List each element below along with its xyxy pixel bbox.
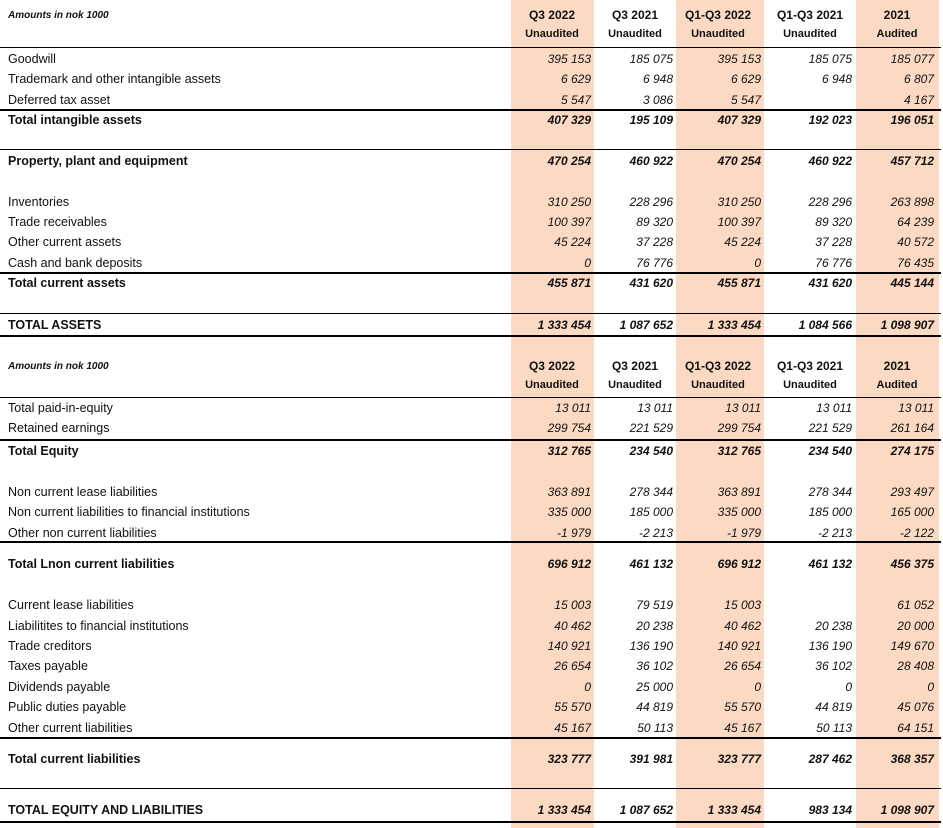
row-label: Total current liabilities xyxy=(8,752,141,766)
row-value: 13 011 xyxy=(637,401,673,415)
row-value: 455 871 xyxy=(547,276,591,290)
row-value: 40 462 xyxy=(554,619,591,633)
row-value: 20 238 xyxy=(815,619,852,633)
row-value: 310 250 xyxy=(547,195,591,209)
row-value: 5 547 xyxy=(730,93,761,107)
total-row xyxy=(0,110,943,130)
row-value: 76 435 xyxy=(897,256,934,270)
row-label: Dividends payable xyxy=(8,680,111,694)
row-value: 1 098 907 xyxy=(880,803,934,817)
column-period: Q3 2022 xyxy=(528,8,576,22)
table-row xyxy=(0,398,943,418)
table-row xyxy=(0,595,943,615)
row-value: 37 228 xyxy=(636,235,673,249)
rule-line xyxy=(0,541,941,543)
row-value: 299 754 xyxy=(547,421,591,435)
rule-line xyxy=(0,788,941,789)
row-value: 6 948 xyxy=(642,72,673,86)
table-row xyxy=(0,232,943,252)
rule-line xyxy=(0,272,941,274)
row-value: 293 497 xyxy=(890,485,934,499)
row-value: 20 238 xyxy=(636,619,673,633)
row-value: 89 320 xyxy=(815,215,852,229)
column-status: Unaudited xyxy=(783,28,837,40)
column-status: Unaudited xyxy=(783,379,837,391)
row-value: 36 102 xyxy=(636,659,673,673)
row-label: Total Equity xyxy=(8,444,79,458)
row-value: 323 777 xyxy=(717,752,761,766)
row-value: 192 023 xyxy=(808,113,852,127)
row-label: Non current liabilities to financial institutions xyxy=(8,505,250,519)
row-label: Public duties payable xyxy=(8,700,127,714)
row-value: 287 462 xyxy=(808,752,852,766)
row-value: 50 113 xyxy=(637,721,673,735)
row-value: 1 333 454 xyxy=(707,318,761,332)
row-value: 20 000 xyxy=(897,619,934,633)
rule-line xyxy=(0,149,941,150)
row-value: 165 000 xyxy=(890,505,934,519)
row-value: 4 167 xyxy=(903,93,934,107)
row-value: 28 408 xyxy=(897,659,934,673)
row-value: 6 629 xyxy=(560,72,591,86)
row-value: 0 xyxy=(754,256,761,270)
row-value: 13 011 xyxy=(898,401,934,415)
row-value: 55 570 xyxy=(554,700,591,714)
row-value: 6 807 xyxy=(903,72,934,86)
total-row xyxy=(0,800,943,820)
row-label: Non current lease liabilities xyxy=(8,485,158,499)
total-row xyxy=(0,441,943,461)
row-value: 1 333 454 xyxy=(537,318,591,332)
row-value: 6 629 xyxy=(730,72,761,86)
row-label: Liabilitites to financial institutions xyxy=(8,619,189,633)
row-value: -1 979 xyxy=(726,526,761,540)
row-value: 1 098 907 xyxy=(880,318,934,332)
row-label: Trademark and other intangible assets xyxy=(8,72,221,86)
row-value: 431 620 xyxy=(808,276,852,290)
column-period: Q1-Q3 2022 xyxy=(684,359,752,373)
row-label: Total intangible assets xyxy=(8,113,142,127)
table-row xyxy=(0,482,943,502)
row-value: 228 296 xyxy=(629,195,673,209)
row-value: 79 519 xyxy=(636,598,673,612)
row-value: 0 xyxy=(927,680,934,694)
column-status: Unaudited xyxy=(691,379,745,391)
row-value: 310 250 xyxy=(717,195,761,209)
rule-line xyxy=(0,47,941,48)
row-value: 44 819 xyxy=(815,700,852,714)
row-value: 263 898 xyxy=(890,195,934,209)
row-value: 407 329 xyxy=(547,113,591,127)
row-value: 45 167 xyxy=(554,721,591,735)
row-value: 185 075 xyxy=(808,52,852,66)
column-period: Q1-Q3 2021 xyxy=(776,359,844,373)
table-row xyxy=(0,718,943,738)
row-value: 45 224 xyxy=(554,235,591,249)
row-value: 696 912 xyxy=(547,557,591,571)
row-value: 64 151 xyxy=(897,721,934,735)
row-value: 100 397 xyxy=(717,215,761,229)
row-value: 45 167 xyxy=(724,721,761,735)
column-status: Audited xyxy=(876,379,918,391)
total-row xyxy=(0,554,943,574)
row-value: 40 572 xyxy=(897,235,934,249)
row-label: Total paid-in-equity xyxy=(8,401,113,415)
row-label: Other current liabilities xyxy=(8,721,133,735)
column-period: Q1-Q3 2021 xyxy=(776,8,844,22)
column-period: 2021 xyxy=(883,359,911,373)
column-status: Unaudited xyxy=(525,28,579,40)
row-value: 185 000 xyxy=(808,505,852,519)
row-value: 15 003 xyxy=(724,598,761,612)
row-label: Inventories xyxy=(8,195,70,209)
unit-label: Amounts in nok 1000 xyxy=(8,10,109,21)
row-value: 1 333 454 xyxy=(537,803,591,817)
row-value: 391 981 xyxy=(629,752,673,766)
row-value: 45 076 xyxy=(897,700,934,714)
row-value: 368 357 xyxy=(890,752,934,766)
row-label: Deferred tax asset xyxy=(8,93,111,107)
row-value: 395 153 xyxy=(717,52,761,66)
row-value: 470 254 xyxy=(717,154,761,168)
row-label: TOTAL EQUITY AND LIABILITIES xyxy=(8,803,204,817)
row-value: 234 540 xyxy=(808,444,852,458)
row-value: 55 570 xyxy=(724,700,761,714)
row-value: 61 052 xyxy=(897,598,934,612)
row-value: 470 254 xyxy=(547,154,591,168)
row-value: 395 153 xyxy=(547,52,591,66)
row-value: 3 086 xyxy=(642,93,673,107)
column-period: Q1-Q3 2022 xyxy=(684,8,752,22)
column-period: Q3 2021 xyxy=(611,359,659,373)
row-value: 335 000 xyxy=(717,505,761,519)
row-value: 0 xyxy=(584,256,591,270)
row-value: 445 144 xyxy=(890,276,934,290)
row-value: 0 xyxy=(584,680,591,694)
table-row xyxy=(0,90,943,110)
row-value: 26 654 xyxy=(554,659,591,673)
table-row xyxy=(0,418,943,438)
row-value: -1 979 xyxy=(556,526,591,540)
row-value: 89 320 xyxy=(636,215,673,229)
row-value: -2 213 xyxy=(638,526,673,540)
table-row xyxy=(0,212,943,232)
row-label: Goodwill xyxy=(8,52,56,66)
rule-line xyxy=(0,313,941,314)
row-value: 312 765 xyxy=(547,444,591,458)
row-value: 36 102 xyxy=(815,659,852,673)
row-value: 461 132 xyxy=(629,557,673,571)
row-value: 149 670 xyxy=(890,639,934,653)
row-value: 228 296 xyxy=(808,195,852,209)
row-value: 6 948 xyxy=(821,72,852,86)
row-value: -2 213 xyxy=(817,526,852,540)
column-status: Unaudited xyxy=(608,379,662,391)
row-value: 44 819 xyxy=(636,700,673,714)
row-value: 299 754 xyxy=(717,421,761,435)
total-row xyxy=(0,749,943,769)
row-value: 1 333 454 xyxy=(707,803,761,817)
column-status: Unaudited xyxy=(691,28,745,40)
row-value: 13 011 xyxy=(725,401,761,415)
row-label: Other non current liabilities xyxy=(8,526,157,540)
row-label: Trade creditors xyxy=(8,639,92,653)
rule-line xyxy=(0,821,941,823)
rule-line xyxy=(0,439,941,441)
total-row xyxy=(0,273,943,293)
row-value: 363 891 xyxy=(717,485,761,499)
row-value: 13 011 xyxy=(555,401,591,415)
table-row xyxy=(0,677,943,697)
row-value: 274 175 xyxy=(890,444,934,458)
row-value: 696 912 xyxy=(717,557,761,571)
row-value: 221 529 xyxy=(808,421,852,435)
row-value: 40 462 xyxy=(724,619,761,633)
row-value: 234 540 xyxy=(629,444,673,458)
rule-line xyxy=(0,335,941,337)
row-label: Total Lnon current liabilities xyxy=(8,557,175,571)
row-label: Total current assets xyxy=(8,276,126,290)
row-value: 323 777 xyxy=(547,752,591,766)
row-value: 76 776 xyxy=(636,256,673,270)
row-value: 140 921 xyxy=(717,639,761,653)
row-value: -2 122 xyxy=(899,526,934,540)
total-row xyxy=(0,151,943,171)
row-value: 64 239 xyxy=(897,215,934,229)
row-label: Other current assets xyxy=(8,235,122,249)
row-value: 278 344 xyxy=(629,485,673,499)
row-label: Taxes payable xyxy=(8,659,88,673)
row-value: 5 547 xyxy=(560,93,591,107)
row-value: 76 776 xyxy=(815,256,852,270)
unit-label: Amounts in nok 1000 xyxy=(8,361,109,372)
column-status: Unaudited xyxy=(525,379,579,391)
row-value: 261 164 xyxy=(890,421,934,435)
table-row xyxy=(0,192,943,212)
row-value: 363 891 xyxy=(547,485,591,499)
row-value: 1 087 652 xyxy=(619,318,673,332)
row-value: 185 000 xyxy=(629,505,673,519)
row-value: 0 xyxy=(845,680,852,694)
row-value: 25 000 xyxy=(636,680,673,694)
row-value: 455 871 xyxy=(717,276,761,290)
row-label: Cash and bank deposits xyxy=(8,256,143,270)
table-row xyxy=(0,523,943,543)
rule-line xyxy=(0,737,941,739)
table-row xyxy=(0,616,943,636)
table-row xyxy=(0,253,943,273)
row-value: 460 922 xyxy=(629,154,673,168)
row-value: 136 190 xyxy=(808,639,852,653)
table-row xyxy=(0,697,943,717)
row-value: 278 344 xyxy=(808,485,852,499)
row-value: 431 620 xyxy=(629,276,673,290)
row-value: 26 654 xyxy=(724,659,761,673)
row-value: 185 075 xyxy=(629,52,673,66)
table-row xyxy=(0,502,943,522)
row-label: Property, plant and equipment xyxy=(8,154,188,168)
column-status: Unaudited xyxy=(608,28,662,40)
table-row xyxy=(0,69,943,89)
row-label: Current lease liabilities xyxy=(8,598,134,612)
row-value: 196 051 xyxy=(890,113,934,127)
row-value: 1 087 652 xyxy=(619,803,673,817)
row-value: 457 712 xyxy=(890,154,934,168)
row-value: 50 113 xyxy=(816,721,852,735)
column-period: 2021 xyxy=(883,8,911,22)
rule-line xyxy=(0,109,941,111)
row-value: 407 329 xyxy=(717,113,761,127)
row-value: 45 224 xyxy=(724,235,761,249)
row-value: 100 397 xyxy=(547,215,591,229)
row-value: 0 xyxy=(754,680,761,694)
row-value: 983 134 xyxy=(808,803,852,817)
row-value: 185 077 xyxy=(890,52,934,66)
row-value: 140 921 xyxy=(547,639,591,653)
row-value: 461 132 xyxy=(808,557,852,571)
column-period: Q3 2021 xyxy=(611,8,659,22)
row-value: 312 765 xyxy=(717,444,761,458)
column-status: Audited xyxy=(876,28,918,40)
row-label: Retained earnings xyxy=(8,421,110,435)
column-period: Q3 2022 xyxy=(528,359,576,373)
row-value: 456 375 xyxy=(890,557,934,571)
row-value: 460 922 xyxy=(808,154,852,168)
row-label: Trade receivables xyxy=(8,215,107,229)
row-value: 221 529 xyxy=(629,421,673,435)
row-value: 195 109 xyxy=(629,113,673,127)
row-value: 136 190 xyxy=(629,639,673,653)
row-value: 1 084 566 xyxy=(798,318,852,332)
row-value: 335 000 xyxy=(547,505,591,519)
row-value: 15 003 xyxy=(554,598,591,612)
table-row xyxy=(0,636,943,656)
row-label: TOTAL ASSETS xyxy=(8,318,102,332)
table-row xyxy=(0,656,943,676)
row-value: 37 228 xyxy=(815,235,852,249)
table-row xyxy=(0,49,943,69)
total-row xyxy=(0,315,943,335)
row-value: 13 011 xyxy=(816,401,852,415)
